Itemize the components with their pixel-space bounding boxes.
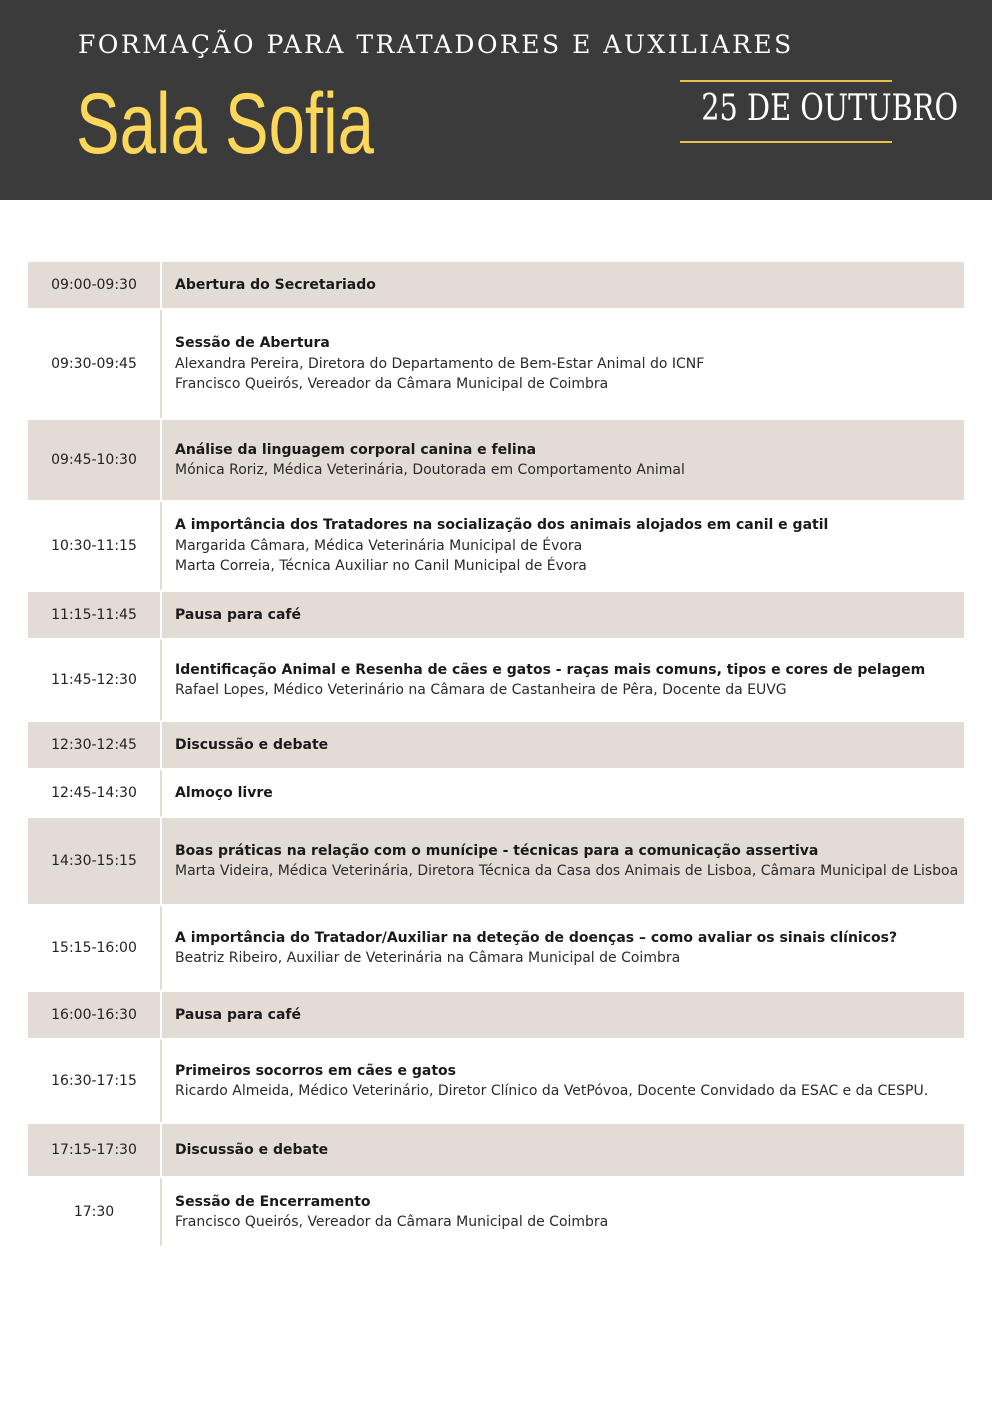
session-time: 12:45-14:30 — [28, 770, 162, 816]
header-banner — [0, 0, 992, 200]
session-title: Pausa para café — [175, 606, 301, 623]
session-details — [162, 262, 964, 308]
schedule-row — [28, 262, 964, 310]
session-title: Boas práticas na relação com o munícipe - técnicas para a comunicação assertiva — [175, 842, 819, 859]
session-time: 16:00-16:30 — [28, 992, 162, 1038]
session-details — [162, 420, 964, 500]
session-time: 10:30-11:15 — [28, 502, 162, 590]
session-speaker: Margarida Câmara, Médica Veterinária Municipal de Évora — [175, 537, 583, 554]
session-time: 09:45-10:30 — [28, 420, 162, 500]
session-title: Discussão e debate — [175, 1141, 329, 1158]
schedule-row — [28, 770, 964, 818]
session-details — [162, 640, 964, 720]
event-subtitle: FORMAÇÃO PARA TRATADORES E AUXILIARES — [78, 30, 794, 59]
session-details — [162, 1124, 964, 1176]
schedule-row — [28, 640, 964, 722]
schedule-row — [28, 420, 964, 502]
session-details — [162, 592, 964, 638]
session-title: Discussão e debate — [175, 736, 329, 753]
schedule-row — [28, 722, 964, 770]
session-details — [162, 770, 964, 816]
session-time: 09:00-09:30 — [28, 262, 162, 308]
schedule-row — [28, 502, 964, 592]
session-title: A importância do Tratador/Auxiliar na deteção de doenças – como avaliar os sinais clínicos? — [175, 929, 898, 946]
schedule-row — [28, 1040, 964, 1124]
session-title: Sessão de Abertura — [175, 335, 330, 352]
session-details — [162, 722, 964, 768]
session-details — [162, 502, 964, 590]
event-date: 25 DE OUTUBRO — [701, 88, 959, 129]
session-speaker: Beatriz Ribeiro, Auxiliar de Veterinária na Câmara Municipal de Coimbra — [175, 950, 681, 966]
session-title: Pausa para café — [175, 1006, 301, 1023]
session-time: 11:45-12:30 — [28, 640, 162, 720]
session-speaker: Mónica Roriz, Médica Veterinária, Doutorada em Comportamento Animal — [175, 462, 685, 478]
session-title: Sessão de Encerramento — [175, 1193, 371, 1210]
session-time: 15:15-16:00 — [28, 906, 162, 990]
session-speaker: Rafael Lopes, Médico Veterinário na Câmara de Castanheira de Pêra, Docente da EUVG — [175, 682, 787, 698]
session-details — [162, 992, 964, 1038]
session-title: Almoço livre — [175, 784, 273, 801]
session-details — [162, 1178, 964, 1246]
session-speaker: Marta Videira, Médica Veterinária, Diretora Técnica da Casa dos Animais de Lisboa, Câmara Municipal de Lisboa — [175, 863, 959, 879]
session-time: 14:30-15:15 — [28, 818, 162, 904]
session-speaker: Alexandra Pereira, Diretora do Departamento de Bem-Estar Animal do ICNF — [175, 355, 705, 372]
schedule-row — [28, 1124, 964, 1178]
session-title: Abertura do Secretariado — [175, 276, 376, 293]
session-title: Análise da linguagem corporal canina e felina — [175, 441, 537, 458]
session-speaker: Ricardo Almeida, Médico Veterinário, Diretor Clínico da VetPóvoa, Docente Convidado da ESAC e da CESPU. — [175, 1083, 929, 1099]
session-time: 17:15-17:30 — [28, 1124, 162, 1176]
session-details — [162, 310, 964, 418]
session-speaker: Francisco Queirós, Vereador da Câmara Municipal de Coimbra — [175, 1214, 609, 1230]
session-title: Primeiros socorros em cães e gatos — [175, 1062, 456, 1079]
schedule-row — [28, 906, 964, 992]
session-time: 16:30-17:15 — [28, 1040, 162, 1122]
session-details — [162, 818, 966, 904]
session-title: A importância dos Tratadores na socialização dos animais alojados em canil e gatil — [175, 517, 829, 534]
session-title: Identificação Animal e Resenha de cães e gatos - raças mais comuns, tipos e cores de pelagem — [175, 661, 926, 678]
session-time: 17:30 — [28, 1178, 162, 1246]
schedule-table — [28, 262, 964, 1248]
schedule-row — [28, 818, 964, 906]
session-time: 11:15-11:45 — [28, 592, 162, 638]
session-details — [162, 1040, 964, 1122]
session-speaker: Marta Correia, Técnica Auxiliar no Canil Municipal de Évora — [175, 558, 587, 575]
schedule-row — [28, 992, 964, 1040]
schedule-row — [28, 310, 964, 420]
session-details — [162, 906, 964, 990]
date-rule-top — [680, 80, 892, 82]
session-speaker: Francisco Queirós, Vereador da Câmara Municipal de Coimbra — [175, 376, 609, 393]
session-time: 09:30-09:45 — [28, 310, 162, 418]
room-title: Sala Sofia — [76, 76, 374, 172]
schedule-row — [28, 592, 964, 640]
schedule-row — [28, 1178, 964, 1248]
session-time: 12:30-12:45 — [28, 722, 162, 768]
date-rule-bottom — [680, 141, 892, 143]
